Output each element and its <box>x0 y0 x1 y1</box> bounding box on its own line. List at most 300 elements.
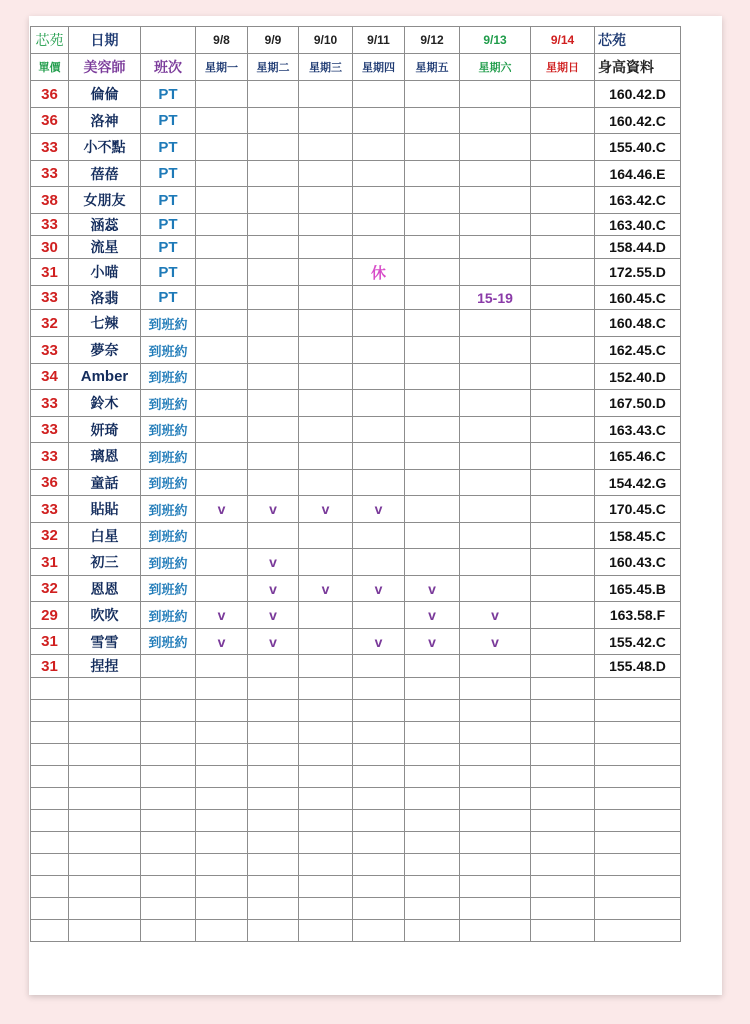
empty-cell <box>595 920 681 942</box>
day-cell <box>405 310 460 337</box>
price-cell: 36 <box>31 470 69 496</box>
shift-cell: 到班約 <box>141 364 196 390</box>
day-cell <box>248 443 299 470</box>
empty-cell <box>531 898 595 920</box>
day-cell <box>299 364 353 390</box>
table-row <box>31 161 681 187</box>
height-cell: 155.40.C <box>595 134 681 161</box>
day-cell <box>299 390 353 417</box>
empty-cell <box>531 744 595 766</box>
date-header: 9/14 <box>531 27 595 54</box>
height-cell: 170.45.C <box>595 496 681 523</box>
shift-cell: 到班約 <box>141 576 196 602</box>
day-cell <box>248 134 299 161</box>
day-cell <box>299 108 353 134</box>
day-cell <box>531 161 595 187</box>
empty-cell <box>69 678 141 700</box>
day-cell <box>196 108 248 134</box>
weekday-header: 星期三 <box>299 54 353 81</box>
day-cell: v <box>248 629 299 655</box>
empty-cell <box>141 876 196 898</box>
empty-cell <box>353 766 405 788</box>
day-cell <box>405 655 460 678</box>
shift-cell: 到班約 <box>141 549 196 576</box>
empty-cell <box>31 744 69 766</box>
empty-cell <box>196 876 248 898</box>
schedule-table <box>30 26 681 942</box>
day-cell <box>299 417 353 443</box>
empty-cell <box>69 722 141 744</box>
empty-cell <box>299 700 353 722</box>
empty-row <box>31 700 681 722</box>
table-row <box>31 187 681 214</box>
price-cell: 33 <box>31 337 69 364</box>
day-cell <box>460 187 531 214</box>
day-cell <box>353 549 405 576</box>
day-cell <box>353 390 405 417</box>
empty-cell <box>353 898 405 920</box>
day-cell <box>353 443 405 470</box>
day-cell <box>405 470 460 496</box>
empty-cell <box>141 898 196 920</box>
day-cell <box>353 310 405 337</box>
empty-cell <box>141 722 196 744</box>
day-cell <box>460 364 531 390</box>
empty-cell <box>31 898 69 920</box>
empty-cell <box>248 898 299 920</box>
day-cell <box>196 310 248 337</box>
day-cell <box>405 214 460 236</box>
day-cell: v <box>196 602 248 629</box>
empty-cell <box>196 810 248 832</box>
day-cell <box>405 496 460 523</box>
empty-cell <box>353 854 405 876</box>
height-cell: 163.58.F <box>595 602 681 629</box>
empty-cell <box>248 744 299 766</box>
staff-name-cell: 雪雪 <box>69 629 141 655</box>
height-cell: 160.48.C <box>595 310 681 337</box>
day-cell <box>405 108 460 134</box>
price-cell: 31 <box>31 549 69 576</box>
day-cell <box>405 259 460 286</box>
table-row <box>31 470 681 496</box>
height-cell: 160.45.C <box>595 286 681 310</box>
empty-cell <box>299 744 353 766</box>
day-cell <box>196 470 248 496</box>
price-cell: 33 <box>31 496 69 523</box>
empty-cell <box>595 788 681 810</box>
day-cell: v <box>299 496 353 523</box>
day-cell <box>405 390 460 417</box>
empty-cell <box>460 744 531 766</box>
empty-cell <box>353 700 405 722</box>
empty-cell <box>595 876 681 898</box>
price-cell: 32 <box>31 310 69 337</box>
day-cell <box>460 81 531 108</box>
empty-cell <box>460 810 531 832</box>
date-header: 9/9 <box>248 27 299 54</box>
staff-name-cell: 捏捏 <box>69 655 141 678</box>
day-cell <box>460 236 531 259</box>
table-row <box>31 390 681 417</box>
empty-cell <box>460 678 531 700</box>
day-cell <box>248 655 299 678</box>
day-cell <box>299 214 353 236</box>
price-cell: 31 <box>31 629 69 655</box>
empty-cell <box>531 700 595 722</box>
empty-cell <box>531 678 595 700</box>
table-row <box>31 286 681 310</box>
day-cell <box>299 310 353 337</box>
day-cell <box>460 496 531 523</box>
day-cell <box>405 549 460 576</box>
shift-cell: 到班約 <box>141 629 196 655</box>
empty-cell <box>299 832 353 854</box>
day-cell <box>531 214 595 236</box>
empty-cell <box>31 766 69 788</box>
day-cell <box>531 629 595 655</box>
height-cell: 165.45.B <box>595 576 681 602</box>
staff-name-cell: 七辣 <box>69 310 141 337</box>
day-cell <box>353 655 405 678</box>
empty-row <box>31 722 681 744</box>
empty-cell <box>405 722 460 744</box>
empty-cell <box>405 700 460 722</box>
staff-name-cell: 恩恩 <box>69 576 141 602</box>
empty-cell <box>69 920 141 942</box>
empty-cell <box>595 898 681 920</box>
day-cell: v <box>196 496 248 523</box>
shift-cell: PT <box>141 236 196 259</box>
header-row-weekdays <box>31 54 681 81</box>
empty-cell <box>460 700 531 722</box>
staff-name-cell: 小喵 <box>69 259 141 286</box>
brand-right: 芯苑 <box>595 27 681 54</box>
day-cell <box>531 602 595 629</box>
empty-cell <box>299 766 353 788</box>
day-cell: v <box>353 576 405 602</box>
empty-cell <box>141 700 196 722</box>
empty-cell <box>196 678 248 700</box>
empty-cell <box>405 898 460 920</box>
table-row <box>31 523 681 549</box>
day-cell <box>299 286 353 310</box>
day-cell <box>299 655 353 678</box>
day-cell <box>460 655 531 678</box>
day-cell <box>248 364 299 390</box>
empty-row <box>31 678 681 700</box>
day-cell <box>248 417 299 443</box>
day-cell <box>196 523 248 549</box>
staff-name-cell: 洛神 <box>69 108 141 134</box>
empty-cell <box>31 678 69 700</box>
day-cell <box>460 523 531 549</box>
day-cell <box>460 549 531 576</box>
empty-cell <box>531 788 595 810</box>
day-cell <box>460 443 531 470</box>
shift-cell: PT <box>141 187 196 214</box>
table-row <box>31 134 681 161</box>
day-cell <box>353 286 405 310</box>
empty-cell <box>196 766 248 788</box>
table-row <box>31 549 681 576</box>
empty-cell <box>405 832 460 854</box>
date-header: 9/10 <box>299 27 353 54</box>
price-cell: 31 <box>31 655 69 678</box>
empty-cell <box>299 678 353 700</box>
empty-row <box>31 898 681 920</box>
empty-cell <box>299 810 353 832</box>
day-cell <box>531 187 595 214</box>
staff-name-cell: 初三 <box>69 549 141 576</box>
empty-cell <box>353 744 405 766</box>
day-cell <box>196 214 248 236</box>
day-cell <box>460 259 531 286</box>
table-row <box>31 576 681 602</box>
day-cell: v <box>299 576 353 602</box>
staff-name-cell: Amber <box>69 364 141 390</box>
table-row <box>31 602 681 629</box>
empty-cell <box>196 854 248 876</box>
day-cell: v <box>248 602 299 629</box>
day-cell <box>196 364 248 390</box>
day-cell <box>460 417 531 443</box>
empty-cell <box>248 678 299 700</box>
empty-row <box>31 854 681 876</box>
day-cell <box>353 470 405 496</box>
day-cell <box>353 417 405 443</box>
staff-name-cell: 夢奈 <box>69 337 141 364</box>
empty-row <box>31 788 681 810</box>
day-cell <box>531 390 595 417</box>
day-cell <box>299 629 353 655</box>
day-cell <box>531 286 595 310</box>
empty-cell <box>460 722 531 744</box>
empty-cell <box>141 832 196 854</box>
weekday-header: 星期二 <box>248 54 299 81</box>
shift-label: 班次 <box>141 54 196 81</box>
empty-cell <box>531 854 595 876</box>
day-cell <box>299 81 353 108</box>
empty-cell <box>353 810 405 832</box>
height-label: 身高資料 <box>595 54 681 81</box>
empty-cell <box>531 766 595 788</box>
empty-cell <box>248 722 299 744</box>
day-cell <box>248 161 299 187</box>
table-row <box>31 236 681 259</box>
day-cell <box>531 496 595 523</box>
shift-cell: 到班約 <box>141 523 196 549</box>
empty-cell <box>460 788 531 810</box>
staff-name-cell: 洛翡 <box>69 286 141 310</box>
day-cell <box>460 108 531 134</box>
empty-cell <box>405 678 460 700</box>
empty-cell <box>141 678 196 700</box>
height-cell: 163.40.C <box>595 214 681 236</box>
day-cell <box>196 417 248 443</box>
staff-name-cell: 流星 <box>69 236 141 259</box>
table-row <box>31 337 681 364</box>
price-cell: 32 <box>31 576 69 602</box>
empty-cell <box>69 898 141 920</box>
shift-cell: 到班約 <box>141 496 196 523</box>
empty-cell <box>531 920 595 942</box>
day-cell <box>196 655 248 678</box>
empty-cell <box>31 920 69 942</box>
empty-cell <box>69 832 141 854</box>
height-cell: 165.46.C <box>595 443 681 470</box>
height-cell: 155.42.C <box>595 629 681 655</box>
empty-cell <box>531 876 595 898</box>
empty-cell <box>69 876 141 898</box>
day-cell <box>196 236 248 259</box>
empty-cell <box>141 920 196 942</box>
empty-row <box>31 920 681 942</box>
weekday-header: 星期一 <box>196 54 248 81</box>
weekday-header: 星期日 <box>531 54 595 81</box>
shift-cell: PT <box>141 214 196 236</box>
empty-cell <box>196 722 248 744</box>
day-cell <box>531 310 595 337</box>
day-cell <box>531 655 595 678</box>
day-cell <box>353 81 405 108</box>
price-cell: 38 <box>31 187 69 214</box>
empty-cell <box>299 788 353 810</box>
weekday-header: 星期六 <box>460 54 531 81</box>
day-cell: v <box>248 496 299 523</box>
day-cell: v <box>248 576 299 602</box>
empty-cell <box>31 810 69 832</box>
day-cell <box>405 81 460 108</box>
empty-cell <box>353 678 405 700</box>
price-cell: 33 <box>31 417 69 443</box>
day-cell <box>248 390 299 417</box>
empty-cell <box>196 700 248 722</box>
day-cell <box>299 236 353 259</box>
shift-cell: PT <box>141 286 196 310</box>
schedule-sheet <box>29 16 722 995</box>
height-cell: 172.55.D <box>595 259 681 286</box>
empty-cell <box>31 832 69 854</box>
empty-cell <box>31 700 69 722</box>
price-cell: 30 <box>31 236 69 259</box>
price-cell: 33 <box>31 443 69 470</box>
empty-row <box>31 810 681 832</box>
empty-cell <box>595 722 681 744</box>
day-cell: 15-19 <box>460 286 531 310</box>
day-cell <box>299 443 353 470</box>
day-cell <box>299 161 353 187</box>
shift-cell: 到班約 <box>141 417 196 443</box>
day-cell <box>353 602 405 629</box>
staff-name-cell: 妍琦 <box>69 417 141 443</box>
staff-name-cell: 貼貼 <box>69 496 141 523</box>
day-cell <box>248 259 299 286</box>
height-cell: 163.42.C <box>595 187 681 214</box>
empty-cell <box>405 854 460 876</box>
day-cell <box>460 337 531 364</box>
day-cell <box>248 108 299 134</box>
empty-cell <box>299 722 353 744</box>
empty-cell <box>196 898 248 920</box>
day-cell <box>248 187 299 214</box>
price-cell: 34 <box>31 364 69 390</box>
day-cell <box>353 214 405 236</box>
height-cell: 162.45.C <box>595 337 681 364</box>
empty-cell <box>299 854 353 876</box>
empty-cell <box>405 744 460 766</box>
day-cell <box>405 187 460 214</box>
shift-cell: PT <box>141 81 196 108</box>
height-cell: 164.46.E <box>595 161 681 187</box>
day-cell <box>460 134 531 161</box>
shift-cell <box>141 655 196 678</box>
staff-name-cell: 吹吹 <box>69 602 141 629</box>
day-cell <box>299 602 353 629</box>
day-cell <box>353 364 405 390</box>
empty-cell <box>405 766 460 788</box>
empty-cell <box>141 810 196 832</box>
staff-name-cell: 童話 <box>69 470 141 496</box>
staff-label: 美容師 <box>69 54 141 81</box>
height-cell: 160.42.C <box>595 108 681 134</box>
table-row <box>31 259 681 286</box>
day-cell <box>531 337 595 364</box>
empty-cell <box>595 678 681 700</box>
empty-cell <box>141 766 196 788</box>
day-cell <box>196 337 248 364</box>
header-blank <box>141 27 196 54</box>
empty-row <box>31 876 681 898</box>
price-cell: 33 <box>31 286 69 310</box>
staff-name-cell: 小不點 <box>69 134 141 161</box>
day-cell <box>405 134 460 161</box>
day-cell <box>531 236 595 259</box>
empty-cell <box>69 788 141 810</box>
empty-row <box>31 832 681 854</box>
empty-cell <box>353 722 405 744</box>
empty-cell <box>595 832 681 854</box>
price-cell: 36 <box>31 81 69 108</box>
empty-row <box>31 744 681 766</box>
empty-cell <box>531 810 595 832</box>
empty-cell <box>595 766 681 788</box>
empty-cell <box>353 920 405 942</box>
day-cell <box>353 523 405 549</box>
price-cell: 29 <box>31 602 69 629</box>
day-cell <box>531 523 595 549</box>
day-cell <box>248 81 299 108</box>
table-row <box>31 655 681 678</box>
table-row <box>31 496 681 523</box>
empty-cell <box>69 810 141 832</box>
empty-cell <box>405 810 460 832</box>
day-cell <box>196 390 248 417</box>
day-cell: v <box>196 629 248 655</box>
date-header: 9/8 <box>196 27 248 54</box>
day-cell <box>248 310 299 337</box>
empty-cell <box>196 744 248 766</box>
day-cell <box>531 134 595 161</box>
empty-cell <box>248 810 299 832</box>
height-cell: 158.44.D <box>595 236 681 259</box>
day-cell <box>196 549 248 576</box>
day-cell: v <box>353 496 405 523</box>
empty-cell <box>31 722 69 744</box>
day-cell <box>531 549 595 576</box>
empty-cell <box>460 854 531 876</box>
day-cell <box>299 187 353 214</box>
